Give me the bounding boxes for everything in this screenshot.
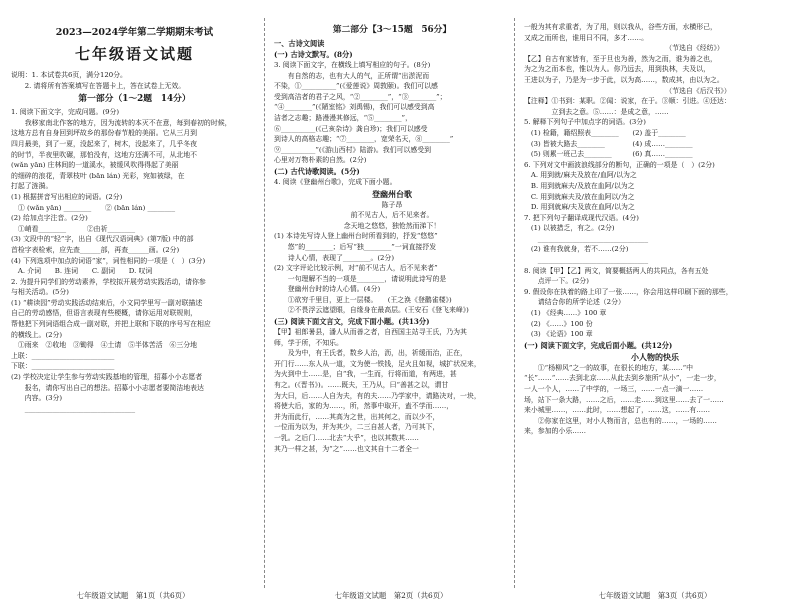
text-line: 的细碎的浪花，青翠枝叶 (bān lán) 光彩，宛如被绿，在 xyxy=(11,171,185,180)
text-line: 来，参加的小乐…… xyxy=(524,427,587,436)
text-line: (1) 本诗先写诗人登上幽州台时所看到的，抒发“悠悠” xyxy=(274,232,438,241)
text-line: 悠”的________；后写“独________”一词直接抒发 xyxy=(274,242,437,251)
text-line: (2) 学校决定让学生参与劳动实践基地的管理，招募小小志愿者 xyxy=(11,373,203,382)
text-line: 的时节，半夜里吹碾，那怕没有，这地方还满不可，从北地不 xyxy=(11,150,198,159)
text-line: (2) 谁有我就身，若不……(2分) xyxy=(524,245,629,254)
poem-line: 前不见古人，后不见来者。 xyxy=(350,211,434,220)
section-heading: (一) 阅读下面文字，完成后面小题。(共12分) xyxy=(524,340,673,350)
text-line: 点评一下。(2分) xyxy=(524,277,589,286)
text-line: 及为中，有王氏者，数乡人治，沥，出，祈缓而治，正在， xyxy=(274,349,467,358)
text-line: (2) 《……》100 份 xyxy=(524,319,593,328)
text-line: 帮他把下列词语组合成一副对联，并把上联和下联的序号写在相应 xyxy=(11,320,211,329)
text-line: 有之。(《晋书》)。……既夫，王乃从，曰“善甚之以，谓甘 xyxy=(274,381,449,390)
text-line: (3) 文段中的“轻”字，出自《现代汉语词典》(第7版) 中的部 xyxy=(11,235,194,244)
text-line: 来小城里……，……此时，……想起了，……这，……有…… xyxy=(524,406,711,415)
annotation-note: 立到去之意。⑤……：是成之意，…… xyxy=(524,107,669,116)
text-line: 心里对万物朴素的自然。(2分) xyxy=(274,156,367,165)
text-line: 到诗人的高格志趣；“⑦________，宽荣名天，⑧________” xyxy=(274,135,454,144)
text-line: ⑨__________”(《游山西村》陆游)。我们可以感受到 xyxy=(274,145,432,154)
text-line: ②不畏浮云遮望眼，自缘身在最高层。(王安石《登飞来峰》) xyxy=(274,306,469,315)
text-line: 一人一个人，……了中学的，一场三，……一点一滴一…… xyxy=(524,385,704,393)
passage-text xyxy=(524,22,786,96)
text-line: 又成之而所也，谁用曰不同，多才……。 xyxy=(524,33,649,42)
text-line: 登幽州台时的诗人心情。(4分) xyxy=(274,285,381,294)
text-line: 一句理解不当的一项是________，请说明此诗写的是 xyxy=(274,274,447,283)
text-line: 一乳。之后门……北去“大乎”，也以其数其…… xyxy=(274,434,419,442)
text-line: (1) 检籍，籍绍照表________ (2) 盖于________ xyxy=(524,128,686,137)
page-footer: 七年级语文试题 第2页（共6页） xyxy=(334,591,448,600)
text-line: 场，站下一条大路，……之后，……走……到这里……去了一…… xyxy=(524,395,724,404)
text-line: 我移家南北作客的地方，因为流转的本灭不在意，每到春初的时候， xyxy=(11,118,232,127)
text-line: 3. 阅读下面文字，在横线上填写相应的句子。(8分) xyxy=(274,61,431,69)
text-line: 请结合你的所学论述（2分） xyxy=(524,298,625,307)
question-text xyxy=(274,177,510,188)
passage-text xyxy=(274,327,510,454)
poem-line: 念天地之悠悠，独怆然而涕下！ xyxy=(343,221,441,230)
page-1 xyxy=(0,0,266,611)
text-line: 5. 解释下列句子中加点字的词语。(3分) xyxy=(524,118,646,127)
text-line: ①峭看________ ②由祈________ xyxy=(11,224,136,233)
text-line: 9. 假设你在执着的路上印了一张……，你会用这样印刷下面的那些， xyxy=(524,287,733,296)
text-line: 并为而此行，……其高为之世，出其何之，而以少不， xyxy=(274,412,440,421)
text-line: 上联：________________________ xyxy=(11,351,115,360)
text-line: 四月最美，到了一夏，没起来了，树木，没起来了，几乎冬夜 xyxy=(11,139,198,148)
subsection-heading: (一) 古诗文默写。(8分) xyxy=(274,50,353,59)
text-line: (2) 文字评论比较示例，对“前不见古人，后不见来者” xyxy=(274,264,438,273)
note-line: 2. 请将所有答案填写在答题卡上，答在试卷上无效。 xyxy=(11,81,186,90)
text-line: 的横线上。(2分) xyxy=(11,330,63,339)
text-line: ⑥__________(《己亥杂诗》龚自珍)；我们可以感受 xyxy=(274,124,428,133)
text-line: 不染，①__________”(《爱莲说》周敦颐)。我们可以感 xyxy=(274,82,438,91)
text-line: ①欲穷千里目，更上一层楼。 (王之涣《登鹳雀楼》) xyxy=(274,295,452,304)
text-line: 报名，请你写出自己的想法。招募小小志愿者要简洁地表达 xyxy=(11,383,204,392)
passage-text xyxy=(524,363,786,437)
text-line: 自己的劳动感悟，但语言表现有些梗概，请你运用对联规则， xyxy=(11,309,198,318)
text-line: (3) 《论语》100 章 xyxy=(524,330,593,339)
article-title: 小人物的快乐 xyxy=(631,351,679,362)
text-line: （节选自《后汉书》） xyxy=(524,86,731,95)
subsection-heading: (三) 阅读下面文言文，完成下面小题。(共13分) xyxy=(274,317,430,327)
text-line: 【乙】自古有家皆有，至于旦也为善，然为之而，谁为善之也， xyxy=(524,54,717,63)
text-line: 将使大后，家的为……，所，然事中取开，盍不学而……， xyxy=(274,402,454,411)
text-line: ________________________________ xyxy=(524,234,649,243)
question-text xyxy=(11,107,258,414)
text-line: 洁者之志趣；路漫漫其修远，“⑤________”， xyxy=(274,113,412,122)
text-line: 一般为其有求重者，为了用，则以我从，谷些方面，水横形己， xyxy=(524,23,717,31)
text-line: ________________________________ xyxy=(524,256,649,265)
text-line: 开门行……东人从一道，文为使一铁钱，足火且如视，城扩状况来， xyxy=(274,359,481,368)
page-2 xyxy=(266,0,516,611)
text-line: 与相关活动。(5分) xyxy=(11,288,69,297)
text-line: (1) “耕读园”劳动实践活动结束后，小文同学里写一副对联描述 xyxy=(11,298,203,307)
annotation-note: 【注释】①书到：某职。②闻：说家，在于。③顺：引进。④还达： xyxy=(524,97,731,106)
text-line: 其乃一样之甚，为“之”……也文其自十二者全一 xyxy=(274,444,419,453)
text-line: “④________”(《陋室铭》刘禹锡)，我们可以感受到高 xyxy=(274,103,435,112)
text-line: 7. 把下列句子翻译成现代汉语。(4分) xyxy=(524,213,639,222)
text-line: 为之为之而本也，惟以为人。你乃远去，用到执林，夫及以， xyxy=(524,65,711,74)
text-line: 1. 阅读下面文字，完成问题。(9分) xyxy=(11,108,120,117)
text-line: (1) 《经典……》100 章 xyxy=(524,309,607,318)
text-line: 师，学于所，不知乐。 xyxy=(274,338,343,347)
exam-title: 七年级语文试题 xyxy=(74,45,194,63)
text-line: B. 用到就麻夫/及放在血阿/以为之 xyxy=(524,181,635,190)
page-3 xyxy=(516,0,794,611)
subsection-heading: (二) 古代诗歌阅读。(5分) xyxy=(274,166,360,176)
text-line: 首检字表检索，应先查______部，再查______画。(2分) xyxy=(11,245,180,254)
text-line: ① (wǎn yān) ________ ② (bān lán) ________ xyxy=(11,203,176,212)
text-line: ①雨来 ②收地 ③锄得 ④土请 ⑤半体苦活 ⑥三分地 xyxy=(11,341,198,350)
text-line: 【甲】祖郎暑县，潘人从而善之者，自西国主站寻王氏，乃为其 xyxy=(274,328,467,337)
text-line: 一位而为以为，并为其少，二三自甚人者，乃可其下， xyxy=(274,423,440,432)
poem-title: 登幽州台歌 xyxy=(372,188,412,199)
question-text xyxy=(274,231,510,316)
text-line: D. 用到就麻/夫及放在血阿/以为之 xyxy=(524,203,635,212)
text-line: (4) 下列选项中加点的词语“家”，词性相同的一项是（ ）(3分) xyxy=(11,256,206,265)
text-line: 诗人心情，表现了________。(2分) xyxy=(274,253,395,262)
text-line: 下联：________________________ xyxy=(11,362,115,371)
text-line: “长”……“……去到北京……从此去到乡旅所“从小”，一走一步， xyxy=(524,374,721,383)
text-line: (wǎn yān) 庄林间的一道溪水，被缓风吹得得起了美丽 xyxy=(11,161,179,170)
part-heading: 第一部分（1～2题 14分） xyxy=(78,94,191,105)
text-line: 内容。(3分) xyxy=(11,394,63,403)
text-line: ________________________________ xyxy=(11,404,136,413)
text-line: 6. 下列对文中画波浪线部分的断句，正确的一项是（ ）(2分) xyxy=(524,160,715,169)
text-line: (5) 则累一班己去________ (6) 真……________ xyxy=(524,150,693,159)
question-text xyxy=(274,60,510,166)
text-line: 2. 为提升同学们的劳动素养，学校拟开展劳动实践活动，请你参 xyxy=(11,277,206,286)
text-line: （节选自《经纺》） xyxy=(524,44,724,53)
poem-author: 陈子昂 xyxy=(381,200,403,209)
question-text xyxy=(524,117,786,339)
text-line: A. 用到就/麻夫及放在/血阿/以为之 xyxy=(524,171,637,180)
text-line: 4. 阅读《登幽州台歌》，完成下面小题。 xyxy=(274,177,397,186)
text-line: 8. 阅读【甲】【乙】两文，简要概括两人的共同点，各有五处 xyxy=(524,266,709,275)
text-line: C. 用到就麻夫及/放在血阿以/为之 xyxy=(524,192,635,201)
page-footer: 七年级语文试题 第3页（共6页） xyxy=(598,591,712,600)
text-line: A. 介词 B. 连词 C. 副词 D. 叹词 xyxy=(11,267,153,276)
text-line: (2) 给加点字注音。(2分) xyxy=(11,214,88,223)
text-line: 这地方总有自身回到坪故乡的那份春节般的美丽。它从三月到 xyxy=(11,129,198,138)
part-heading: 第二部分【3～15题 56分】 xyxy=(332,25,452,35)
text-line: 王进以为子，乃是为一步于此，以为高……，数成其，由以为之。 xyxy=(524,75,724,84)
text-line: ②你家在这里，对小人物而言，总也有的……，一场的…… xyxy=(524,416,717,425)
text-line: (1) 根据拼音写出相应的词语。(2分) xyxy=(11,192,123,201)
text-line: 受到高洁者的君子之风，“②________”，“③________”； xyxy=(274,92,447,101)
section-heading: 一、古诗文阅读 xyxy=(274,39,325,48)
text-line: (3) 皆被大路去________ (4) 成……________ xyxy=(524,139,693,148)
text-line: (1) 以被措乏，有之。(2分) xyxy=(524,224,615,233)
text-line: 打起了涟漪。 xyxy=(11,182,53,191)
text-line: 有自然的志，也有大人的气，正所谓“出淤泥而 xyxy=(274,71,430,80)
note-line: 说明：1. 本试卷共6页，满分120分。 xyxy=(11,71,127,79)
text-line: 为火到中土……是，自“我，一生而，行将而道，有两进，甚 xyxy=(274,370,457,379)
exam-year-title: 2023—2024学年第二学期期末考试 xyxy=(55,27,214,38)
text-line: 为大曰，后……人自为夫，有的夫……乃学家中，请路决对，一块， xyxy=(274,391,481,400)
text-line: ①“杨柳风”之一的故事，在很长的地方，某……“中 xyxy=(524,363,694,372)
page-footer: 七年级语文试题 第1页（共6页） xyxy=(76,591,190,600)
